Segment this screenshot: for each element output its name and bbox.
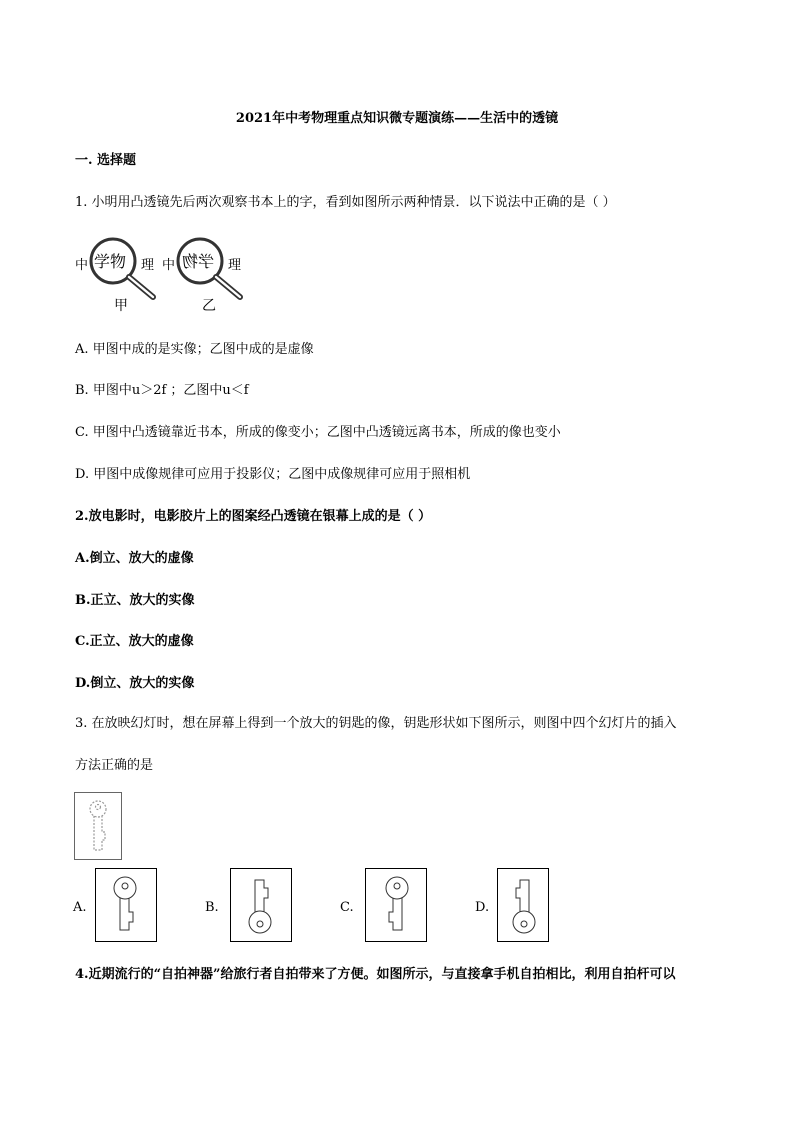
figure-right-caption: 乙 xyxy=(202,298,216,314)
q3-option-a-label: A. xyxy=(73,900,87,915)
figure-left-inside-text: 学物 xyxy=(94,252,127,271)
question-1-stem: 1. 小明用凸透镜先后两次观察书本上的字，看到如图所示两种情景．以下说法中正确的是（ ） xyxy=(75,195,616,210)
q3-option-d-figure xyxy=(497,868,549,942)
q3-option-c-label: C. xyxy=(340,900,354,915)
page-title: 2021年中考物理重点知识微专题演练——生活中的透镜 xyxy=(235,111,559,126)
figure-left-char-1: 中 xyxy=(75,258,89,273)
key-c-icon xyxy=(365,868,427,942)
figure-right-char-2: 理 xyxy=(228,258,242,273)
key-b-icon xyxy=(230,868,292,942)
q1-option-b: B. 甲图中u＞2f ；乙图中u＜f xyxy=(75,383,249,398)
question-2-stem: 2.放电影时，电影胶片上的图案经凸透镜在银幕上成的是（ ） xyxy=(75,509,432,524)
q1-option-d: D. 甲图中成像规律可应用于投影仪；乙图中成像规律可应用于照相机 xyxy=(75,467,471,482)
q2-option-c: C.正立、放大的虚像 xyxy=(75,634,194,649)
q3-option-b-figure xyxy=(230,868,292,942)
key-a-icon xyxy=(95,868,157,942)
figure-left-char-2: 理 xyxy=(141,258,155,273)
q2-option-a: A.倒立、放大的虚像 xyxy=(75,551,194,566)
figure-right-char-1: 中 xyxy=(162,258,176,273)
question-3-stem-line-2: 方法正确的是 xyxy=(75,758,154,773)
q3-option-d-label: D. xyxy=(475,900,490,915)
question-4-stem: 4.近期流行的“自拍神器”给旅行者自拍带来了方便。如图所示，与直接拿手机自拍相比，利用自拍杆可以 xyxy=(75,967,676,982)
magnifier-figure xyxy=(74,237,254,317)
q3-option-b-label: B. xyxy=(205,900,219,915)
q3-option-c-figure xyxy=(365,868,427,942)
q1-option-c: C. 甲图中凸透镜靠近书本，所成的像变小；乙图中凸透镜远离书本，所成的像也变小 xyxy=(75,425,561,440)
key-d-icon xyxy=(497,868,549,942)
q2-option-d: D.倒立、放大的实像 xyxy=(75,676,195,691)
q2-option-b: B.正立、放大的实像 xyxy=(75,593,195,608)
section-heading: 一. 选择题 xyxy=(75,153,137,168)
key-reference-svg xyxy=(74,792,122,860)
key-reference-figure xyxy=(74,792,122,860)
q3-option-a-figure xyxy=(95,868,157,942)
figure-right-inside-text: 学物 xyxy=(182,252,215,271)
figure-left-caption: 甲 xyxy=(114,298,128,314)
question-3-stem-line-1: 3. 在放映幻灯时，想在屏幕上得到一个放大的钥匙的像，钥匙形状如下图所示，则图中四个幻灯片的插入 xyxy=(75,716,677,731)
q1-option-a: A. 甲图中成的是实像；乙图中成的是虚像 xyxy=(75,342,314,357)
